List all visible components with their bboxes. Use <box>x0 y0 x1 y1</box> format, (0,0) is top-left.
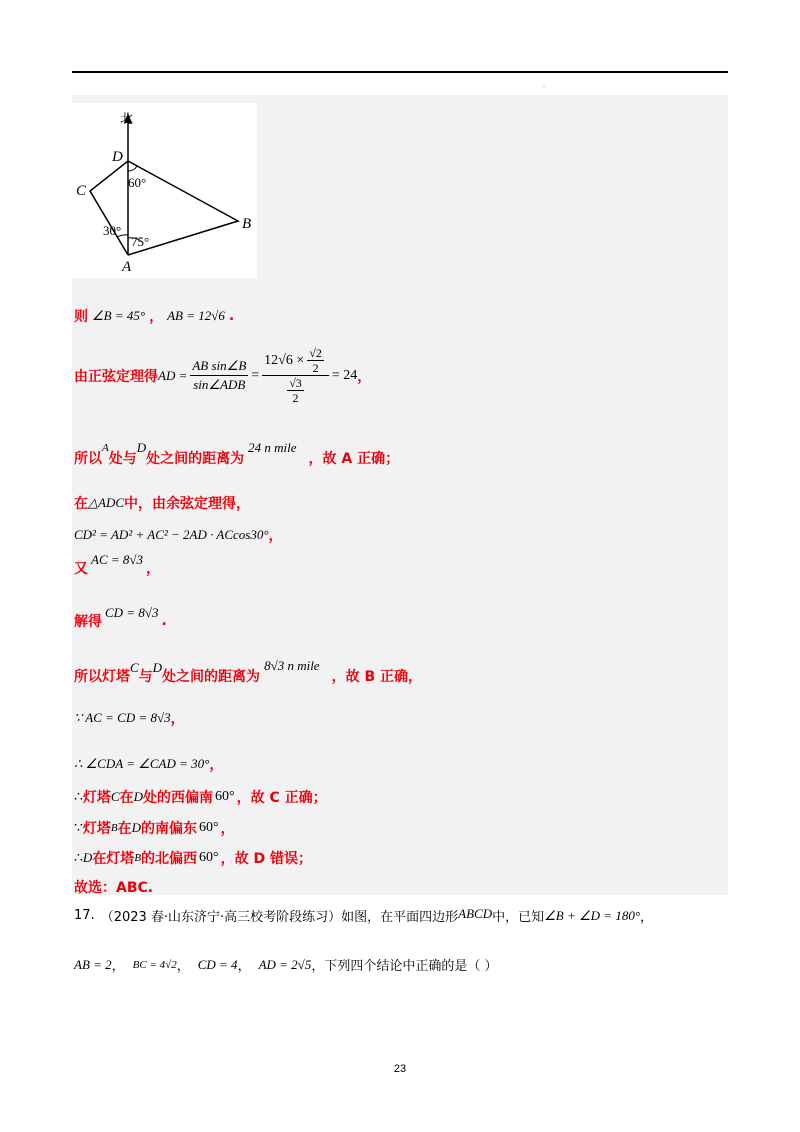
solution-line-2 <box>74 346 371 405</box>
figure-svg <box>72 103 257 278</box>
angle-arc-d <box>128 166 137 171</box>
point-a-label: A <box>122 259 132 275</box>
text: ， <box>268 528 283 544</box>
text: ， <box>640 910 654 925</box>
text: 2 <box>312 361 319 375</box>
text: ，故 C 正确； <box>236 790 327 806</box>
math-ab: AB = 2 <box>74 956 112 972</box>
point-d-label: D <box>112 149 123 165</box>
text: 处之间的距离为 <box>162 669 261 685</box>
solution-line-14 <box>74 877 153 897</box>
math-ad: AD = <box>158 367 188 383</box>
math-cd: CD = 8√3 <box>105 605 159 620</box>
text: 中，已知 <box>492 910 545 925</box>
math-cd: CD = 4 <box>197 956 238 972</box>
text: 灯塔 <box>82 821 111 837</box>
solution-line-10 <box>74 754 223 774</box>
text: 在灯塔 <box>92 851 135 867</box>
degree-value: 60° <box>214 789 235 804</box>
text: = 24 <box>331 367 358 383</box>
distance-value: 8√3 n mile <box>264 658 320 673</box>
math-ac: AC = 8√3 <box>91 552 144 567</box>
header-rule <box>72 71 728 73</box>
solution-line-5 <box>74 525 283 545</box>
math-ac-cd: ∵ AC = CD = 8√3 <box>74 710 171 725</box>
fraction-compound <box>262 346 329 405</box>
because-symbol: ∵ <box>74 820 83 836</box>
solution-line-12 <box>74 818 235 838</box>
text: ， <box>220 821 235 837</box>
point-a: A <box>102 442 109 454</box>
question-17-line-2 <box>74 955 497 974</box>
distance-value: 24 n mile <box>248 440 297 455</box>
degree-value: 60° <box>199 820 219 835</box>
header-dot: . <box>543 80 545 89</box>
text: ，故 D 错误； <box>220 851 313 867</box>
text: ， <box>357 368 372 385</box>
text: ， <box>111 959 125 974</box>
triangle-adc: △ADC <box>88 495 124 510</box>
text: 2 <box>292 391 299 405</box>
quadrilateral-edges <box>90 161 238 255</box>
text: . <box>161 613 167 629</box>
quadrilateral-figure <box>72 103 257 278</box>
text: 处的西偏南 <box>142 790 213 806</box>
point-c: C <box>130 660 139 675</box>
therefore-symbol: ∴ <box>74 789 83 805</box>
solution-line-4 <box>74 493 250 513</box>
text: 在 <box>119 790 134 806</box>
angle-a-left-label: 30° <box>103 223 122 238</box>
text: 在 <box>117 821 132 837</box>
solution-line-8 <box>74 658 423 686</box>
solution-line-9 <box>74 708 185 728</box>
text: 的南偏东 <box>141 821 198 837</box>
math-angles: ∴ ∠CDA = ∠CAD = 30° <box>74 756 210 771</box>
text: . <box>228 308 235 324</box>
point-d: D <box>82 850 93 865</box>
text: ， <box>176 959 190 974</box>
angle-condition: ∠B + ∠D = 180° <box>544 907 641 923</box>
angle-a-right-label: 75° <box>131 234 150 249</box>
text: 与 <box>138 669 153 685</box>
frac-denominator <box>282 376 309 405</box>
solution-line-7 <box>74 605 167 631</box>
answer-choice: 故选：ABC. <box>74 880 154 896</box>
text: 在 <box>74 496 88 512</box>
inner-fraction <box>287 376 304 405</box>
page-number: 23 <box>393 1063 407 1075</box>
angle-d-label: 60° <box>128 175 147 190</box>
question-number: 17. <box>74 908 95 923</box>
math-angle-b: ∠B = 45° <box>92 308 146 323</box>
north-label: 北 <box>120 112 134 127</box>
text: 由正弦定理得 <box>74 368 158 385</box>
text: 解得 <box>74 614 102 630</box>
text: 所以 <box>74 451 102 467</box>
text: ， <box>170 711 185 727</box>
text: ， <box>146 561 161 577</box>
math-ad: AD = 2√5 <box>258 956 312 972</box>
text: ，故 A 正确； <box>308 451 400 467</box>
fraction-sine <box>190 357 248 394</box>
text: 又 <box>74 561 88 577</box>
frac-numerator <box>262 346 329 376</box>
therefore-symbol: ∴ <box>74 850 83 866</box>
point-d: D <box>152 660 163 675</box>
text: 处之间的距离为 <box>146 451 245 467</box>
inner-fraction <box>307 346 324 375</box>
text: 处与 <box>108 451 137 467</box>
point-d: D <box>133 789 143 804</box>
frac-numerator: AB sin∠B <box>190 357 248 376</box>
math-bc: BC = 4√2 <box>132 958 177 971</box>
text: 中，由余弦定理得， <box>124 496 250 512</box>
text: ，故 B 正确， <box>331 669 423 685</box>
text: 灯塔 <box>82 790 111 806</box>
cosine-law-formula: CD² = AD² + AC² − 2AD · ACcos30° <box>74 527 269 542</box>
text: 则 <box>74 309 88 325</box>
question-prompt: ，下列四个结论中正确的是（ ） <box>311 959 498 974</box>
question-17-line-1 <box>74 906 653 925</box>
text: √2 <box>309 346 322 360</box>
point-b: B <box>134 852 142 864</box>
text: √3 <box>289 376 302 390</box>
solution-line-6 <box>74 552 161 578</box>
frac-denominator: sin∠ADB <box>193 377 246 392</box>
text: 所以灯塔 <box>74 669 130 685</box>
text: = <box>251 367 260 383</box>
text: 的北偏西 <box>141 851 198 867</box>
point-c-label: C <box>76 183 87 199</box>
point-d: D <box>131 820 142 835</box>
point-d: D <box>136 440 147 455</box>
solution-line-13 <box>74 848 312 868</box>
solution-line-1 <box>74 306 234 326</box>
quad-abcd: ABCD <box>458 905 493 921</box>
question-source: （2023 春·山东济宁·高三校考阶段练习）如图，在平面四边形 <box>100 910 459 925</box>
point-c: C <box>110 789 120 804</box>
solution-line-11 <box>74 787 327 807</box>
solution-line-3 <box>74 440 400 468</box>
degree-value: 60° <box>199 850 219 865</box>
text: ， <box>209 757 224 773</box>
text: 12√6 × <box>264 352 305 368</box>
point-b: B <box>110 822 118 834</box>
text: ， <box>149 309 164 325</box>
point-b-label: B <box>242 216 252 232</box>
math-ab: AB = 12√6 <box>167 308 225 323</box>
text: ， <box>237 959 251 974</box>
